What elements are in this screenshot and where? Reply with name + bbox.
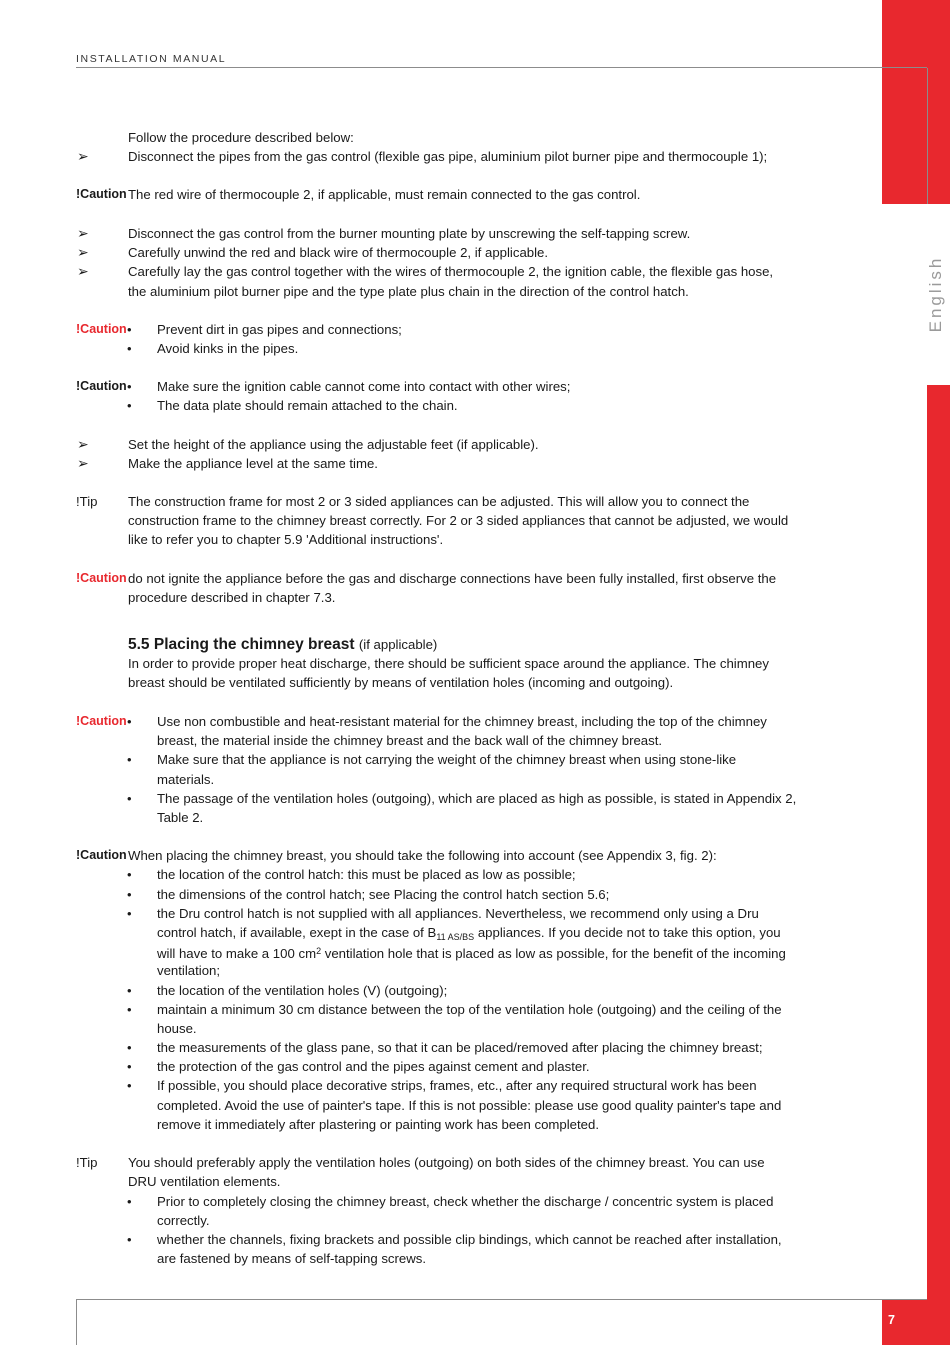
paragraph-text: In order to provide proper heat discharge, there should be sufficient space around the appliance. The chimney	[128, 656, 769, 671]
section-heading	[128, 635, 437, 655]
bullet-text: the location of the ventilation holes (V) (outgoing);	[157, 983, 448, 998]
bullet-icon: •	[127, 1002, 132, 1017]
bullet-text-part: appliances. If you decide not to take this option, you	[474, 925, 781, 940]
bullet-text: the Dru control hatch is not supplied with all appliances. Nevertheless, we recommend only using a Dru	[157, 906, 759, 921]
page-number: 7	[888, 1313, 895, 1327]
bullet-icon: •	[127, 1059, 132, 1074]
bullet-text: Prior to completely closing the chimney breast, check whether the discharge / concentric system is placed	[157, 1194, 774, 1209]
arrow-icon: ➢	[77, 244, 89, 260]
caution-text: The red wire of thermocouple 2, if applicable, must remain connected to the gas control.	[128, 187, 641, 202]
bullet-text: the dimensions of the control hatch; see Placing the control hatch section 5.6;	[157, 887, 610, 902]
bullet-text	[157, 942, 786, 963]
step-text: Disconnect the pipes from the gas control (flexible gas pipe, aluminium pilot burner pipe and thermocouple 1);	[128, 149, 768, 164]
bullet-text: Table 2.	[157, 810, 204, 825]
step-text: Disconnect the gas control from the burner mounting plate by unscrewing the self-tapping screw.	[128, 226, 691, 241]
step-text: Make the appliance level at the same time.	[128, 456, 378, 471]
caution-label: !Caution	[76, 187, 127, 201]
bullet-text: Use non combustible and heat-resistant material for the chimney breast, including the top of the chimney	[157, 714, 767, 729]
bullet-text: Make sure that the appliance is not carrying the weight of the chimney breast when using stone-like	[157, 752, 737, 767]
bullet-text: completed. Avoid the use of painter's tape. If this is not possible: please use good quality painter's tape and	[157, 1098, 782, 1113]
caution-text: do not ignite the appliance before the gas and discharge connections have been fully installed, first observe the	[128, 571, 777, 586]
tip-text: DRU ventilation elements.	[128, 1174, 281, 1189]
bullet-text: Prevent dirt in gas pipes and connections;	[157, 322, 402, 337]
bullet-text: Make sure the ignition cable cannot come into contact with other wires;	[157, 379, 571, 394]
bullet-icon: •	[127, 341, 132, 356]
bullet-text: maintain a minimum 30 cm distance between the top of the ventilation hole (outgoing) and the ceiling of the	[157, 1002, 782, 1017]
footer-rule	[76, 1299, 927, 1300]
bullet-text: materials.	[157, 772, 215, 787]
bullet-icon: •	[127, 906, 132, 921]
paragraph-text: breast should be ventilated sufficiently by means of ventilation holes (incoming and outgoing).	[128, 675, 674, 690]
bullet-text: whether the channels, fixing brackets and possible clip bindings, which cannot be reached after installation,	[157, 1232, 782, 1247]
bullet-icon: •	[127, 322, 132, 337]
bullet-icon: •	[127, 1194, 132, 1209]
tip-text: You should preferably apply the ventilation holes (outgoing) on both sides of the chimney breast. You can use	[128, 1155, 765, 1170]
side-accent-bar	[927, 385, 950, 1345]
step-text: Carefully lay the gas control together with the wires of thermocouple 2, the ignition cable, the flexible gas hose,	[128, 264, 774, 279]
caution-text: When placing the chimney breast, you should take the following into account (see Appendix 3, fig. 2):	[128, 848, 717, 863]
bullet-icon: •	[127, 1232, 132, 1247]
bullet-text-part: ventilation hole that is placed as low as possible, for the benefit of the incoming	[321, 946, 786, 961]
header-vertical-rule	[927, 68, 928, 204]
bullet-text: Avoid kinks in the pipes.	[157, 341, 299, 356]
bullet-icon: •	[127, 791, 132, 806]
header-rule	[76, 67, 927, 68]
document-header: INSTALLATION MANUAL	[76, 53, 227, 65]
superscript: 2	[316, 946, 322, 956]
tip-text: The construction frame for most 2 or 3 sided appliances can be adjusted. This will allow you to connect the	[128, 494, 750, 509]
tip-text: construction frame to the chimney breast correctly. For 2 or 3 sided appliances that cannot be adjusted, we would	[128, 513, 789, 528]
bullet-icon: •	[127, 752, 132, 767]
step-text: Carefully unwind the red and black wire of thermocouple 2, if applicable.	[128, 245, 549, 260]
caution-label: !Caution	[76, 714, 127, 728]
caution-label: !Caution	[76, 322, 127, 336]
bullet-text: The data plate should remain attached to the chain.	[157, 398, 458, 413]
bullet-icon: •	[127, 983, 132, 998]
bullet-text: the protection of the gas control and the pipes against cement and plaster.	[157, 1059, 590, 1074]
caution-text: procedure described in chapter 7.3.	[128, 590, 336, 605]
arrow-icon: ➢	[77, 455, 89, 471]
bullet-icon: •	[127, 887, 132, 902]
bullet-icon: •	[127, 379, 132, 394]
bullet-text: house.	[157, 1021, 197, 1036]
bullet-text: The passage of the ventilation holes (outgoing), which are placed as high as possible, is stated in Appendix 2,	[157, 791, 797, 806]
section-subtitle: (if applicable)	[358, 637, 438, 652]
bullet-icon: •	[127, 398, 132, 413]
arrow-icon: ➢	[77, 148, 89, 164]
procedure-intro: Follow the procedure described below:	[128, 130, 354, 145]
bullet-icon: •	[127, 867, 132, 882]
bullet-text: correctly.	[157, 1213, 210, 1228]
arrow-icon: ➢	[77, 263, 89, 279]
tip-label: !Tip	[76, 494, 98, 509]
footer-vertical-rule	[76, 1299, 77, 1345]
bullet-text-part: will have to make a 100 cm	[157, 946, 317, 961]
bullet-icon: •	[127, 1040, 132, 1055]
bullet-text: the location of the control hatch: this must be placed as low as possible;	[157, 867, 576, 882]
top-accent-bar	[882, 0, 950, 204]
subscript: 11 AS/BS	[436, 932, 475, 942]
step-text: Set the height of the appliance using the adjustable feet (if applicable).	[128, 437, 539, 452]
step-text: the aluminium pilot burner pipe and the type plate plus chain in the direction of the control hatch.	[128, 284, 689, 299]
bullet-icon: •	[127, 1078, 132, 1093]
tip-label: !Tip	[76, 1155, 98, 1170]
caution-label: !Caution	[76, 379, 127, 393]
language-tab[interactable]: English	[926, 255, 945, 333]
caution-label: !Caution	[76, 571, 127, 585]
arrow-icon: ➢	[77, 225, 89, 241]
bullet-text: If possible, you should place decorative strips, frames, etc., after any required structural work has been	[157, 1078, 757, 1093]
bullet-icon: •	[127, 714, 132, 729]
bullet-text: ventilation;	[157, 963, 221, 978]
tip-text: like to refer you to chapter 5.9 'Additional instructions'.	[128, 532, 444, 547]
arrow-icon: ➢	[77, 436, 89, 452]
caution-label: !Caution	[76, 848, 127, 862]
bullet-text: the measurements of the glass pane, so that it can be placed/removed after placing the chimney breast;	[157, 1040, 763, 1055]
section-title: 5.5 Placing the chimney breast	[128, 636, 355, 653]
bullet-text: are fastened by means of self-tapping screws.	[157, 1251, 427, 1266]
bullet-text: breast, the material inside the chimney breast and the back wall of the chimney breast.	[157, 733, 663, 748]
bullet-text-part: control hatch, if available, exept in the case of B	[157, 925, 437, 940]
bullet-text: remove it immediately after plastering or painting work has been completed.	[157, 1117, 600, 1132]
